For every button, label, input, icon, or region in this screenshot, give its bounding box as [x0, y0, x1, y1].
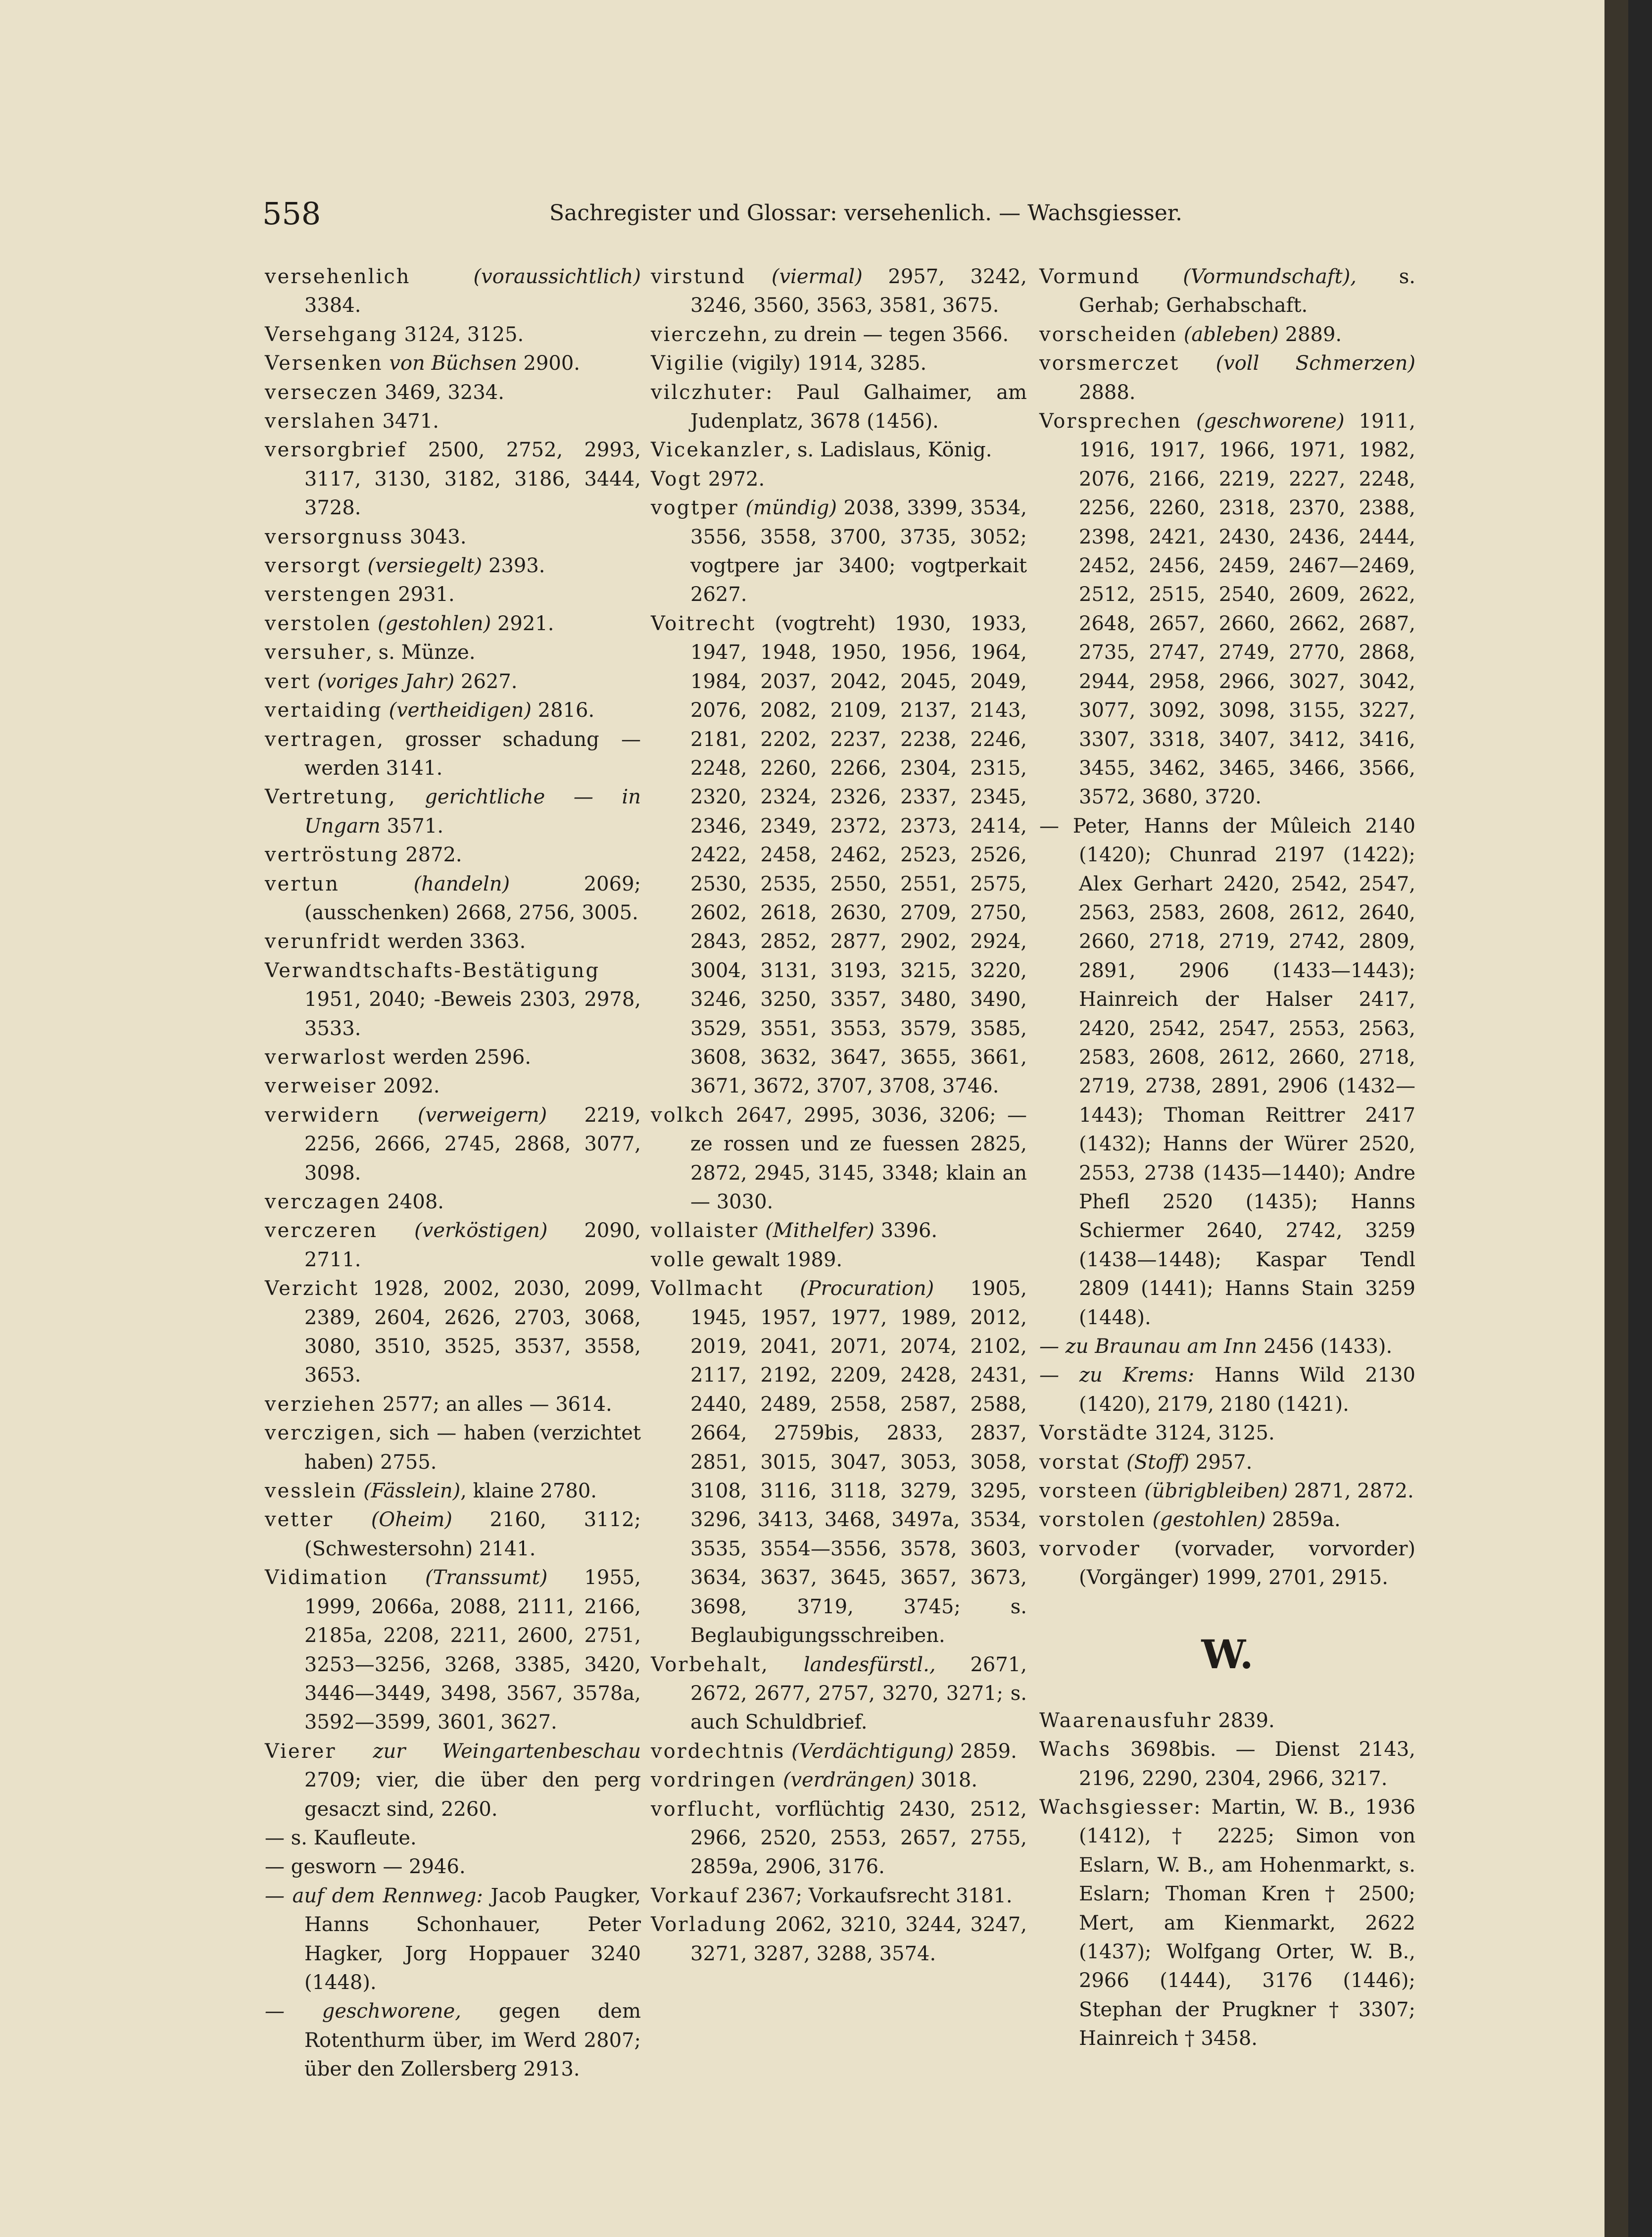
entry-headword: Verzicht: [265, 1277, 359, 1300]
entry-headword: volle: [651, 1248, 706, 1271]
entry-headword: Vorsprechen: [1039, 410, 1182, 433]
entry-gloss: landesfürstl.,: [803, 1653, 936, 1676]
entry-headword: Vogt: [651, 467, 702, 491]
entry-gloss: (Stoff): [1126, 1450, 1190, 1474]
index-entry: [265, 1477, 641, 1505]
index-entry: [265, 1824, 641, 1852]
entry-references: (vorvader, vorvorder) (Vorgänger) 1999, 2701, 2915.: [1079, 1537, 1415, 1590]
entry-headword: Wachsgiesser:: [1039, 1795, 1202, 1819]
entry-headword: vierczehn: [651, 323, 762, 346]
entry-references: 1951, 2040; -Beweis 2303, 2978, 3533.: [304, 988, 641, 1040]
entry-gloss: (mündig): [745, 497, 837, 520]
index-entry: [651, 1101, 1027, 1217]
entry-references: : Paul Galhaimer, am Judenplatz, 3678 (1456).: [690, 381, 1027, 433]
entry-references: 2921.: [491, 612, 554, 635]
entry-gloss: (voraussichtlich): [473, 265, 641, 288]
index-entry: [1039, 1535, 1415, 1592]
entry-references: 3018.: [914, 1769, 978, 1792]
entry-gloss: — zu Krems:: [1039, 1364, 1195, 1387]
entry-references: , s. Ladislaus, König.: [784, 439, 992, 462]
entry-references: , sich — haben (verzichtet haben) 2755.: [304, 1422, 641, 1474]
index-entry: [265, 349, 641, 378]
index-entry: [1039, 349, 1415, 407]
entry-gloss: (übrigbleiben): [1144, 1480, 1288, 1503]
index-entry: [265, 407, 641, 436]
index-entry: [1039, 1793, 1415, 2053]
index-column-3: [1039, 262, 1415, 2053]
entry-headword: Waarenausfuhr: [1039, 1709, 1212, 1732]
index-entry: [1039, 1735, 1415, 1793]
index-entry: [1039, 407, 1415, 812]
running-title: Sachregister und Glossar: versehenlich. — Wachsgiesser.: [549, 200, 1182, 226]
index-entry: [1039, 1419, 1415, 1447]
entry-references: gewalt 1989.: [705, 1248, 843, 1271]
entry-headword: vertröstung: [265, 844, 399, 867]
index-entry: [1039, 1477, 1415, 1505]
index-entry: [265, 870, 641, 928]
entry-gloss: (Oheim): [371, 1508, 452, 1532]
entry-references: 2367; Vorkaufsrecht 3181.: [739, 1884, 1013, 1907]
entry-references: — s. Kaufleute.: [265, 1826, 417, 1849]
entry-references: werden 3363.: [381, 930, 526, 953]
entry-gloss: (gestohlen): [1152, 1508, 1266, 1532]
entry-references: 2900.: [517, 352, 581, 375]
entry-headword: vordringen: [651, 1769, 777, 1792]
entry-references: 2872.: [399, 844, 462, 867]
book-spine-shadow: [1604, 0, 1628, 2237]
entry-references: 2160, 3112; (Schwestersohn) 2141.: [304, 1508, 641, 1560]
index-entry: [265, 378, 641, 407]
entry-references: werden 2596.: [387, 1045, 532, 1069]
entry-headword: Vierer: [265, 1740, 337, 1763]
entry-headword: vilczhuter: [651, 381, 766, 404]
entry-references: — gesworn — 2946.: [265, 1855, 466, 1879]
index-entry: [265, 638, 641, 667]
entry-gloss: (versiegelt): [367, 554, 483, 578]
entry-references: 2931.: [391, 583, 455, 606]
entry-headword: vollaister: [651, 1219, 759, 1243]
entry-headword: vorsteen: [1039, 1480, 1138, 1503]
entry-references: 2972.: [701, 467, 765, 491]
index-entry: [265, 320, 641, 349]
index-entry: [651, 320, 1027, 349]
entry-references: 1955, 1999, 2066a, 2088, 2111, 2166, 2185a, 2208, 2211, 2600, 2751, 3253—3256, 3268, 3385, 3420, 3446—3449, 3498, 3567, 3578a, 3592—3599, 3601, 3627.: [304, 1566, 641, 1734]
index-entry: [651, 494, 1027, 609]
entry-headword: versorgbrief: [265, 439, 407, 462]
entry-headword: verstolen: [265, 612, 372, 635]
index-entry: [265, 1188, 641, 1216]
index-entry: [651, 465, 1027, 494]
entry-gloss: — zu Braunau am Inn: [1039, 1335, 1258, 1358]
entry-references: 3396.: [874, 1219, 938, 1243]
index-entry: [651, 1216, 1027, 1245]
entry-references: 3124, 3125.: [397, 323, 524, 346]
entry-headword: verseczen: [265, 381, 379, 404]
entry-gloss: gerichtliche — in Ungarn: [304, 786, 641, 838]
entry-gloss: (viermal): [771, 265, 863, 288]
entry-headword: versorgnuss: [265, 525, 404, 548]
entry-references: 1911, 1916, 1917, 1966, 1971, 1982, 2076, 2166, 2219, 2227, 2248, 2256, 2260, 2318, 2370, 2388, 2398, 2421, 2430, 2436, 2444, 2452, 2456, 2459, 2467—2469, 2512, 2515, 2540, 2609, 2622, 2648, 2657, 2660, 2662, 2687, 2735, 2747, 2749, 2770, 2868, 2944, 2958, 2966, 3027, 3042, 3077, 3092, 3098, 3155, 3227, 3307, 3318, 3407, 3412, 3416, 3455, 3462, 3465, 3466, 3566, 3572, 3680, 3720.: [1079, 410, 1415, 809]
index-entry: [265, 551, 641, 580]
entry-references: 2709; vier, die über den perg gesaczt sind, 2260.: [304, 1769, 641, 1821]
entry-references: gegen dem Rotenthurm über, im Werd 2807; über den Zollersberg 2913.: [304, 2000, 641, 2081]
entry-gloss: (geschworene): [1196, 410, 1345, 433]
entry-headword: vorsmerczet: [1039, 352, 1180, 375]
entry-headword: Vertretung,: [265, 786, 396, 809]
index-entry: [651, 1650, 1027, 1737]
index-entry: [265, 609, 641, 638]
entry-headword: vogtper: [651, 497, 739, 520]
entry-references: Jacob Paugker, Hanns Schonhauer, Peter Hagker, Jorg Hoppauer 3240 (1448).: [304, 1884, 641, 1994]
index-entry: [1039, 1361, 1415, 1419]
entry-references: 2957, 3242, 3246, 3560, 3563, 3581, 3675.: [690, 265, 1027, 317]
entry-references: 3469, 3234.: [378, 381, 504, 404]
index-entry: [1039, 1706, 1415, 1735]
entry-headword: Vorbehalt,: [651, 1653, 769, 1676]
index-entry: [651, 1910, 1027, 1968]
index-entry: [265, 1274, 641, 1390]
entry-references: 2456 (1433).: [1257, 1335, 1393, 1358]
entry-headword: versehenlich: [265, 265, 411, 288]
entry-gloss: zur Weingartenbeschau: [373, 1740, 641, 1763]
entry-references: 2577; an alles — 3614.: [376, 1392, 612, 1416]
index-entry: [265, 725, 641, 783]
index-entry: [1039, 262, 1415, 320]
index-entry: [651, 378, 1027, 436]
index-entry: [651, 609, 1027, 1101]
index-entry: [651, 262, 1027, 320]
entry-references: 2888.: [1079, 381, 1136, 404]
index-entry: [651, 1795, 1027, 1882]
entry-headword: vertaiding: [265, 699, 383, 722]
index-entry: [1039, 320, 1415, 349]
entry-gloss: (Vormundschaft),: [1183, 265, 1357, 288]
entry-gloss: (handeln): [413, 872, 510, 895]
entry-references: 3124, 3125.: [1149, 1422, 1275, 1445]
index-entry: [265, 1505, 641, 1563]
entry-references: 2957.: [1189, 1450, 1253, 1474]
entry-headword: vertun: [265, 872, 340, 895]
entry-references: — Peter, Hanns der Mûleich 2140 (1420); Chunrad 2197 (1422); Alex Gerhart 2420, 2542, 2547, 2563, 2583, 2608, 2612, 2640, 2660, 2718, 2719, 2742, 2809, 2891, 2906 (1433—1443); Hainreich der Halser 2417, 2420, 2542, 2547, 2553, 2563, 2583, 2608, 2612, 2660, 2718, 2719, 2738, 2891, 2906 (1432—1443); Thoman Reittrer 2417 (1432); Hanns der Würer 2520, 2553, 2738 (1435—1440); Andre Phefl 2520 (1435); Hanns Schiermer 2640, 2742, 3259 (1438—1448); Kaspar Tendl 2809 (1441); Hanns Stain 3259 (1448).: [1039, 814, 1415, 1329]
entry-references: 2393.: [482, 554, 545, 578]
index-entry: [265, 1737, 641, 1824]
entry-references: 2090, 2711.: [304, 1219, 641, 1271]
index-column-3-w-entries: [1039, 1706, 1415, 2053]
entry-references: 2871, 2872.: [1288, 1480, 1414, 1503]
entry-headword: verziehen: [265, 1392, 377, 1416]
entry-references: 3043.: [403, 525, 467, 548]
index-entry: [265, 1419, 641, 1477]
entry-references: 2671, 2672, 2677, 2757, 3270, 3271; s. auch Schuldbrief.: [690, 1653, 1027, 1734]
entry-headword: Verwandtschafts-Bestätigung: [265, 959, 600, 982]
entry-headword: Versehgang: [265, 323, 398, 346]
entry-references: 2859a.: [1265, 1508, 1341, 1532]
index-entry: [651, 349, 1027, 378]
index-column-1: [265, 262, 641, 2084]
entry-references: (vigily) 1914, 3285.: [725, 352, 927, 375]
entry-headword: verslahen: [265, 410, 376, 433]
entry-gloss: (Fässlein): [363, 1480, 461, 1503]
index-entry: [1039, 812, 1415, 1332]
entry-references: 2816.: [531, 699, 595, 722]
entry-headword: Vorstädte: [1039, 1422, 1149, 1445]
entry-gloss: (ableben): [1183, 323, 1279, 346]
index-entry: [265, 696, 641, 725]
entry-references: , grosser schadung — werden 3141.: [304, 728, 641, 780]
entry-references: , vorflüchtig 2430, 2512, 2966, 2520, 2553, 2657, 2755, 2859a, 2906, 3176.: [690, 1797, 1027, 1879]
entry-headword: virstund: [651, 265, 746, 288]
index-entry: [265, 262, 641, 320]
entry-gloss: (gestohlen): [378, 612, 491, 635]
entry-references: s. Gerhab; Gerhabschaft.: [1079, 265, 1415, 317]
index-column-3-v-entries: [1039, 262, 1415, 1592]
index-entry: [265, 1997, 641, 2084]
entry-headword: Vigilie: [651, 352, 725, 375]
entry-gloss: (voriges Jahr): [317, 670, 455, 693]
index-entry: [265, 1216, 641, 1274]
entry-references: , klaine 2780.: [460, 1480, 597, 1503]
entry-headword: Wachs: [1039, 1738, 1112, 1761]
entry-gloss: von Büchsen: [389, 352, 517, 375]
index-entry: [651, 1882, 1027, 1910]
entry-references: , s. Münze.: [366, 641, 476, 664]
index-entry: [265, 1390, 641, 1419]
entry-gloss: (verdrängen): [782, 1769, 915, 1792]
entry-headword: Vidimation: [265, 1566, 389, 1590]
index-entry: [265, 1101, 641, 1188]
entry-headword: verczagen: [265, 1191, 381, 1213]
entry-headword: verwidern: [265, 1103, 381, 1127]
entry-headword: vorvoder: [1039, 1537, 1141, 1560]
entry-references: (vogtreht) 1930, 1933, 1947, 1948, 1950, 1956, 1964, 1984, 2037, 2042, 2045, 2049, 2076, 2082, 2109, 2137, 2143, 2181, 2202, 2237, 2238, 2246, 2248, 2260, 2266, 2304, 2315, 2320, 2324, 2326, 2337, 2345, 2346, 2349, 2372, 2373, 2414, 2422, 2458, 2462, 2523, 2526, 2530, 2535, 2550, 2551, 2575, 2602, 2618, 2630, 2709, 2750, 2843, 2852, 2877, 2902, 2924, 3004, 3131, 3193, 3215, 3220, 3246, 3250, 3357, 3480, 3490, 3529, 3551, 3553, 3579, 3585, 3608, 3632, 3647, 3655, 3661, 3671, 3672, 3707, 3708, 3746.: [690, 612, 1027, 1098]
entry-headword: vetter: [265, 1508, 334, 1532]
index-entry: [265, 1043, 641, 1072]
entry-references: 2889.: [1278, 323, 1342, 346]
page-header: [262, 196, 1401, 240]
entry-headword: Voitrecht: [651, 612, 756, 635]
entry-references: 3384.: [304, 294, 361, 317]
entry-gloss: (verköstigen): [414, 1219, 548, 1243]
index-entry: [265, 783, 641, 841]
entry-gloss: (verweigern): [417, 1103, 547, 1127]
entry-headword: vorstat: [1039, 1450, 1120, 1474]
entry-headword: verstengen: [265, 583, 392, 606]
entry-headword: verwarlost: [265, 1045, 387, 1069]
entry-headword: vesslein: [265, 1480, 357, 1503]
entry-references: 1928, 2002, 2030, 2099, 2389, 2604, 2626, 2703, 3068, 3080, 3510, 3525, 3537, 3558, 3653.: [304, 1277, 641, 1387]
index-entry: [651, 1766, 1027, 1794]
entry-headword: Vormund: [1039, 265, 1141, 288]
section-heading-w: W.: [1201, 1631, 1254, 1678]
index-entry: [265, 841, 641, 869]
entry-references: 2092.: [377, 1075, 440, 1098]
index-entry: [265, 1882, 641, 1997]
entry-headword: vorflucht: [651, 1797, 755, 1821]
entry-headword: verunfridt: [265, 930, 382, 953]
entry-headword: Vorladung: [651, 1913, 767, 1937]
entry-headword: vorstolen: [1039, 1508, 1146, 1532]
entry-references: 2859.: [954, 1740, 1017, 1763]
entry-references: 1905, 1945, 1957, 1977, 1989, 2012, 2019, 2041, 2071, 2074, 2102, 2117, 2192, 2209, 2428, 2431, 2440, 2489, 2558, 2587, 2588, 2664, 2759bis, 2833, 2837, 2851, 3015, 3047, 3053, 3058, 3108, 3116, 3118, 3279, 3295, 3296, 3413, 3468, 3497a, 3534, 3535, 3554—3556, 3578, 3603, 3634, 3637, 3645, 3657, 3673, 3698, 3719, 3745; s. Beglaubigungsschreiben.: [690, 1277, 1027, 1647]
index-entry: [1039, 1505, 1415, 1534]
index-entry: [265, 436, 641, 522]
index-entry: [265, 523, 641, 551]
index-entry: [265, 1072, 641, 1100]
entry-gloss: — geschworene,: [265, 2000, 461, 2023]
entry-references: 2627.: [454, 670, 518, 693]
entry-gloss: (Transsumt): [425, 1566, 548, 1590]
entry-headword: vorscheiden: [1039, 323, 1177, 346]
entry-references: 2839.: [1212, 1709, 1275, 1732]
entry-references: 2062, 3210, 3244, 3247, 3271, 3287, 3288, 3574.: [690, 1913, 1027, 1965]
entry-references: Hanns Wild 2130 (1420), 2179, 2180 (1421).: [1079, 1364, 1416, 1416]
index-entry: [651, 1274, 1027, 1650]
entry-gloss: (Procuration): [800, 1277, 934, 1300]
entry-headword: verczigen: [265, 1422, 376, 1445]
page-number: 558: [262, 196, 321, 232]
entry-references: 2038, 3399, 3534, 3556, 3558, 3700, 3735, 3052; vogtpere jar 3400; vogtperkait 2627.: [690, 497, 1027, 606]
index-entry: [265, 1852, 641, 1881]
index-column-2: [651, 262, 1027, 1968]
entry-gloss: (Verdächtigung): [791, 1740, 954, 1763]
entry-headword: versorgt: [265, 554, 361, 578]
entry-references: Martin, W. B., 1936 (1412), † 2225; Simon von Eslarn, W. B., am Hohenmarkt, s. Eslarn; Thoman Kren † 2500; Mert, am Kienmarkt, 2622 (1437); Wolfgang Orter, W. B., 2966 (1444), 3176 (1446); Stephan der Prugkner † 3307; Hainreich † 3458.: [1079, 1795, 1415, 2050]
entry-gloss: — auf dem Rennweg:: [265, 1884, 483, 1907]
entry-headword: vert: [265, 670, 311, 693]
entry-headword: Vicekanzler: [651, 439, 785, 462]
index-entry: [651, 1245, 1027, 1274]
entry-references: 3471.: [376, 410, 439, 433]
entry-references: 2500, 2752, 2993, 3117, 3130, 3182, 3186, 3444, 3728.: [304, 439, 641, 520]
index-entry: [265, 1563, 641, 1737]
index-entry: [265, 927, 641, 956]
entry-references: 3571.: [380, 814, 444, 838]
entry-gloss: (voll Schmerzen): [1215, 352, 1415, 375]
entry-headword: volkch: [651, 1103, 725, 1127]
index-entry: [1039, 1332, 1415, 1361]
entry-headword: verweiser: [265, 1075, 377, 1098]
index-entry: [1039, 1448, 1415, 1477]
index-entry: [265, 580, 641, 609]
entry-gloss: (vertheidigen): [389, 699, 532, 722]
index-entry: [651, 1737, 1027, 1766]
index-entry: [265, 956, 641, 1043]
entry-references: 2219, 2256, 2666, 2745, 2868, 3077, 3098.: [304, 1103, 641, 1185]
entry-headword: verczeren: [265, 1219, 378, 1243]
entry-references: 2408.: [381, 1191, 444, 1213]
entry-headword: Vollmacht: [651, 1277, 764, 1300]
entry-references: 2647, 2995, 3036, 3206; — ze rossen und ze fuessen 2825, 2872, 2945, 3145, 3348; klain an — 3030.: [690, 1103, 1027, 1213]
entry-references: 3698bis. — Dienst 2143, 2196, 2290, 2304, 2966, 3217.: [1079, 1738, 1415, 1790]
entry-headword: Versenken: [265, 352, 383, 375]
entry-headword: vertragen: [265, 728, 377, 751]
index-entry: [651, 436, 1027, 464]
entry-references: 2069; (ausschenken) 2668, 2756, 3005.: [304, 872, 641, 924]
index-entry: [265, 667, 641, 696]
entry-headword: Vorkauf: [651, 1884, 739, 1907]
entry-headword: versuher: [265, 641, 366, 664]
entry-headword: vordechtnis: [651, 1740, 785, 1763]
entry-references: , zu drein — tegen 3566.: [761, 323, 1009, 346]
entry-gloss: (Mithelfer): [765, 1219, 875, 1243]
